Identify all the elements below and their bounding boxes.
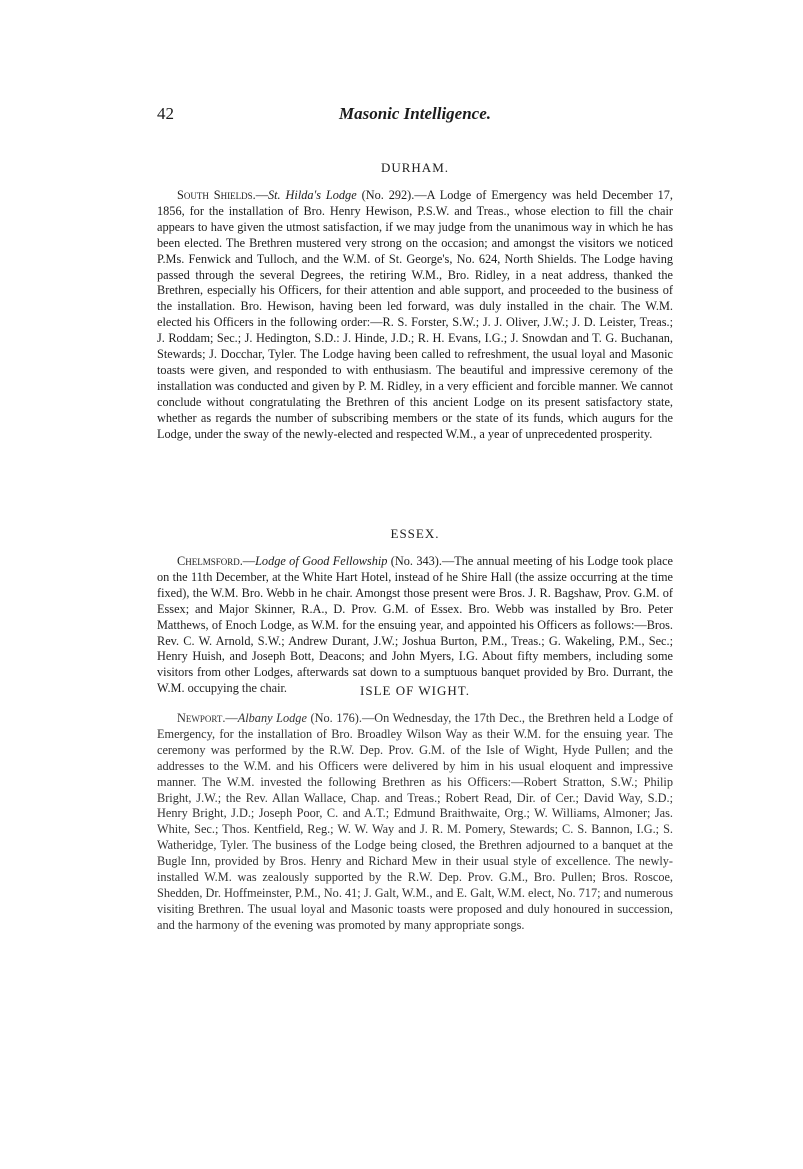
section-isle-of-wight: [157, 683, 673, 934]
section-durham: [157, 160, 673, 443]
section-heading-essex: ESSEX.: [390, 526, 440, 541]
running-head: [157, 104, 673, 130]
lodge-name: Lodge of Good Fellowship: [255, 554, 388, 568]
section-body-durham: South Shields.—St. Hilda's Lodge (No. 292).—A Lodge of Emergency was held December 17, 1856, for the installation of Bro. Henry Hewison, P.S.W. and Treas., whose election to fill the chair appears to have given the utmost satisfaction, if we may judge from the unanimous way in which he has been elected. The Brethren mustered very strong on the occasion; and amongst the visitors we noticed P.Ms. Fenwick and Tulloch, and the W.M. of St. George's, No. 624, North Shields. The Lodge having passed through the several Degrees, the retiring W.M., Bro. Ridley, in a neat address, thanked the Brethren, especially his Officers, for their attention and able support, and proceeded to the business of the installation. Bro. Hewison, having been led forward, was duly installed in the chair. The W.M. elected his Officers in the following order:—R. S. Forster, S.W.; J. J. Oliver, J.W.; J. D. Leister, Treas.; J. Roddam; Sec.; J. Hedington, S.D.: J. Hinde, J.D.; R. H. Evans, I.G.; J. Snowdan and T. G. Buchanan, Stewards; J. Docchar, Tyler. The Lodge having been called to refreshment, the usual loyal and Masonic toasts were given, and responded to with enthusiasm. The beautiful and impressive ceremony of the installation was conducted and given by P. M. Ridley, in a very efficient and forcible manner. We cannot conclude without congratulating the Brethren of this ancient Lodge on its present satisfactory state, whether as regards the number of subscribing members or the state of its funds, which augurs for the Lodge, under the sway of the newly-elected and respected W.M., a year of unprecedented prosperity.: [157, 188, 673, 441]
running-title: Masonic Intelligence.: [338, 104, 492, 123]
section-body-isle-of-wight: Newport.—Albany Lodge (No. 176).—On Wednesday, the 17th Dec., the Brethren held a Lodge of Emergency, for the installation of Bro. Broadley Wilson Way as their W.M. for the ensuing year. The ceremony was performed by the R.W. Dep. Prov. G.M. of the Isle of Wight, Hyde Pullen; and the addresses to the W.M. and his Officers were delivered by him in his usual eloquent and impressive manner. The W.M. invested the following Brethren as his Officers:—Robert Stratton, S.W.; Philip Bright, J.W.; the Rev. Allan Wallace, Chap. and Treas.; Robert Read, Dir. of Cer.; David Way, S.D.; Henry Bright, J.D.; Joseph Poor, C. and A.T.; Edmund Braithwaite, Org.; W. Williams, Almoner; Jas. White, Sec.; Thos. Kentfield, Reg.; W. W. Way and J. R. M. Pomery, Stewards; C. S. Bannon, I.G.; S. Watheridge, Tyler. The business of the Lodge being closed, the Brethren adjourned to a banquet at the Bugle Inn, provided by Bros. Henry and Richard Mew in their usual style of excellence. The newly-installed W.M. was zealously supported by the R.W. Dep. Prov. G.M., Bro. Pullen; Bros. Roscoe, Shedden, Dr. Hoffmeinster, P.M., No. 41; J. Galt, W.M., and E. Galt, W.M. elect, No. 717; and numerous visiting Brethren. The usual loyal and Masonic toasts were proposed and duly honoured in succession, and the harmony of the evening was promoted by many appropriate songs.: [157, 711, 673, 932]
location-name: Newport.: [177, 711, 226, 725]
section-body-essex: Chelmsford.—Lodge of Good Fellowship (No. 343).—The annual meeting of his Lodge took place on the 11th December, at the White Hart Hotel, instead of he Shire Hall (the assize occurring at the time fixed), the W.M. Bro. Webb in he chair. Amongst those present were Bros. J. R. Bagshaw, Prov. G.M. of Essex; and Major Skinner, R.A., D. Prov. G.M. of Essex. Bro. Webb was installed by Bro. Peter Matthews, of Enoch Lodge, as W.M. for the ensuing year, and appointed his Officers as follows:—Bros. Rev. C. W. Arnold, S.W.; Andrew Durant, J.W.; Joshua Burton, P.M., Treas.; G. Wakeling, P.M., Sec.; Henry Huish, and Joseph Bott, Deacons; and John Myers, I.G. About fifty members, including some visitors from other Lodges, afterwards sat down to a sumptuous banquet provided by Bro. Durrant, the W.M. occupying the chair.: [157, 554, 673, 696]
report-text: (No. 292).—A Lodge of Emergency was held December 17, 1856, for the installation of Bro. Henry Hewison, P.S.W. and Treas., whose election to fill the chair appears to have given the utmost satisfaction, if we may judge from the unanimous way in which he has been elected. The Brethren mustered very strong on the occasion; and amongst the visitors we noticed P.Ms. Fenwick and Tulloch, and the W.M. of St. George's, No. 624, North Shields. The Lodge having passed through the several Degrees, the retiring W.M., Bro. Ridley, in a neat address, thanked the Brethren, especially his Officers, for their attention and able support, and proceeded to the business of the installation. Bro. Hewison, having been led forward, was duly installed in the chair. The W.M. elected his Officers in the following order:—R. S. Forster, S.W.; J. J. Oliver, J.W.; J. D. Leister, Treas.; J. Roddam; Sec.; J. Hedington, S.D.: J. Hinde, J.D.; R. H. Evans, I.G.; J. Snowdan and T. G. Buchanan, Stewards; J. Docchar, Tyler. The Lodge having been called to refreshment, the usual loyal and Masonic toasts were given, and responded to with enthusiasm. The beautiful and impressive ceremony of the installation was conducted and given by P. M. Ridley, in a very efficient and forcible manner. We cannot conclude without congratulating the Brethren of this ancient Lodge on its present satisfactory state, whether as regards the number of subscribing members or the state of its funds, which augurs for the Lodge, under the sway of the newly-elected and respected W.M., a year of unprecedented prosperity.: [157, 188, 673, 441]
section-essex: [157, 526, 673, 697]
location-name: Chelmsford.: [177, 554, 243, 568]
section-heading-isle-of-wight: ISLE OF WIGHT.: [360, 683, 470, 698]
lodge-name: St. Hilda's Lodge: [267, 188, 357, 202]
report-text: (No. 176).—On Wednesday, the 17th Dec., the Brethren held a Lodge of Emergency, for the installation of Bro. Broadley Wilson Way as their W.M. for the ensuing year. The ceremony was performed by the R.W. Dep. Prov. G.M. of the Isle of Wight, Hyde Pullen; and the addresses to the W.M. and his Officers were delivered by him in his usual eloquent and impressive manner. The W.M. invested the following Brethren as his Officers:—Robert Stratton, S.W.; Philip Bright, J.W.; the Rev. Allan Wallace, Chap. and Treas.; Robert Read, Dir. of Cer.; David Way, S.D.; Henry Bright, J.D.; Joseph Poor, C. and A.T.; Edmund Braithwaite, Org.; W. Williams, Almoner; Jas. White, Sec.; Thos. Kentfield, Reg.; W. W. Way and J. R. M. Pomery, Stewards; C. S. Bannon, I.G.; S. Watheridge, Tyler. The business of the Lodge being closed, the Brethren adjourned to a banquet at the Bugle Inn, provided by Bros. Henry and Richard Mew in their usual style of excellence. The newly-installed W.M. was zealously supported by the R.W. Dep. Prov. G.M., Bro. Pullen; Bros. Roscoe, Shedden, Dr. Hoffmeinster, P.M., No. 41; J. Galt, W.M., and E. Galt, W.M. elect, No. 717; and numerous visiting Brethren. The usual loyal and Masonic toasts were proposed and duly honoured in succession, and the harmony of the evening was promoted by many appropriate songs.: [157, 711, 673, 932]
report-text: (No. 343).—The annual meeting of his Lodge took place on the 11th December, at the White Hart Hotel, instead of he Shire Hall (the assize occurring at the time fixed), the W.M. Bro. Webb in he chair. Amongst those present were Bros. J. R. Bagshaw, Prov. G.M. of Essex; and Major Skinner, R.A., D. Prov. G.M. of Essex. Bro. Webb was installed by Bro. Peter Matthews, of Enoch Lodge, as W.M. for the ensuing year, and appointed his Officers as follows:—Bros. Rev. C. W. Arnold, S.W.; Andrew Durant, J.W.; Joshua Burton, P.M., Treas.; G. Wakeling, P.M., Sec.; Henry Huish, and Joseph Bott, Deacons; and John Myers, I.G. About fifty members, including some visitors from other Lodges, afterwards sat down to a sumptuous banquet provided by Bro. Durrant, the W.M. occupying the chair.: [157, 554, 673, 696]
page-number: 42: [157, 104, 174, 123]
location-name: South Shields.: [177, 188, 256, 202]
lodge-name: Albany Lodge: [237, 711, 307, 725]
section-heading-durham: DURHAM.: [380, 160, 450, 175]
